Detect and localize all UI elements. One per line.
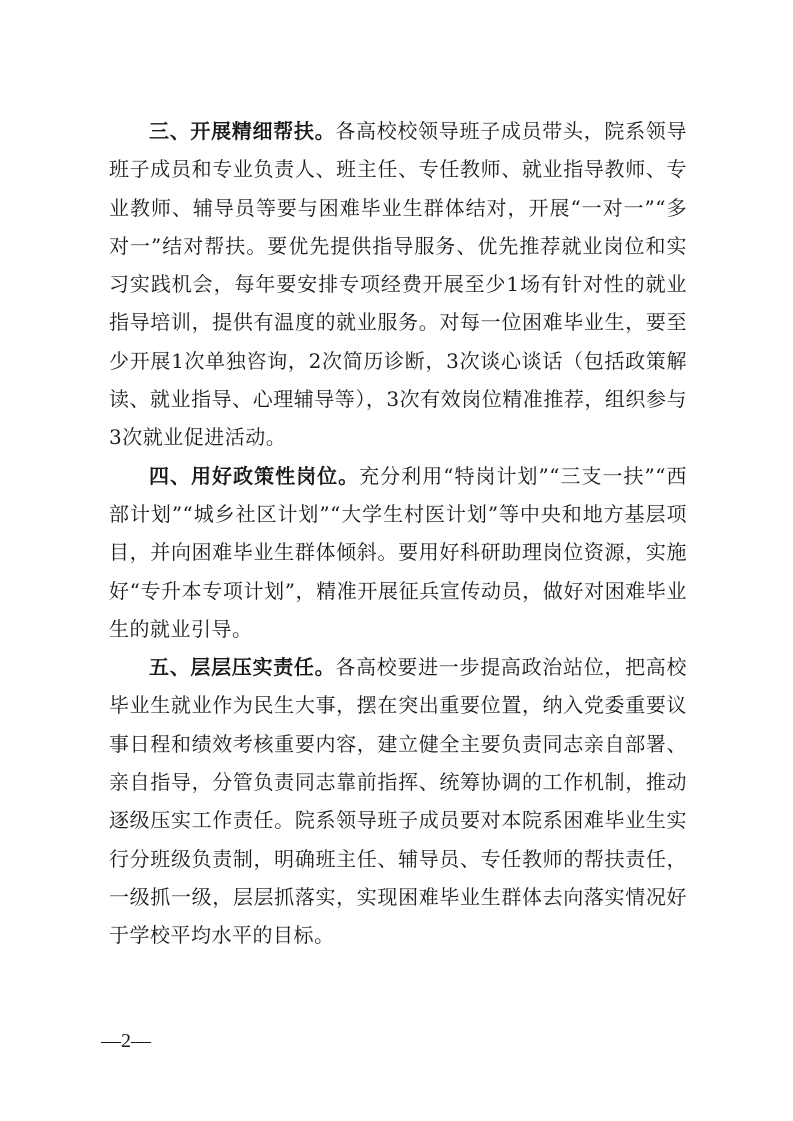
page-number: —2— — [101, 1030, 151, 1052]
paragraph-section-4 — [109, 457, 687, 648]
section-3-heading: 三、开展精细帮扶。 — [149, 119, 336, 143]
section-3-body: 各高校校领导班子成员带头，院系领导班子成员和专业负责人、班主任、专任教师、就业指导教师、专业教师、辅导员等要与困难毕业生群体结对，开展“一对一”“多对一”结对帮扶。要优先提供指导服务、优先推荐就业岗位和实习实践机会，每年要安排专项经费开展至少1场有针对性的就业指导培训，提供有温度的就业服务。对每一位困难毕业生，要至少开展1次单独咨询，2次简历诊断，3次谈心谈话（包括政策解读、就业指导、心理辅导等），3次有效岗位精准推荐，组织参与3次就业促进活动。 — [109, 119, 688, 450]
paragraph-section-3 — [109, 112, 687, 457]
section-5-body: 各高校要进一步提高政治站位，把高校毕业生就业作为民生大事，摆在突出重要位置，纳入党委重要议事日程和绩效考核重要内容，建立健全主要负责同志亲自部署、亲自指导，分管负责同志靠前指挥、统筹协调的工作机制，推动逐级压实工作责任。院系领导班子成员要对本院系困难毕业生实行分班级负责制，明确班主任、辅导员、专任教师的帮扶责任，一级抓一级，层层抓落实，实现困难毕业生群体去向落实情况好于学校平均水平的目标。 — [109, 655, 688, 948]
section-4-body: 充分利用“特岗计划”“三支一扶”“西部计划”“城乡社区计划”“大学生村医计划”等中央和地方基层项目，并向困难毕业生群体倾斜。要用好科研助理岗位资源，实施好“专升本专项计划”，精准开展征兵宣传动员，做好对困难毕业生的就业引导。 — [109, 463, 688, 641]
section-4-heading: 四、用好政策性岗位。 — [149, 463, 360, 488]
document-body — [109, 112, 687, 955]
paragraph-section-5 — [109, 648, 687, 954]
section-5-heading: 五、层层压实责任。 — [149, 655, 336, 680]
